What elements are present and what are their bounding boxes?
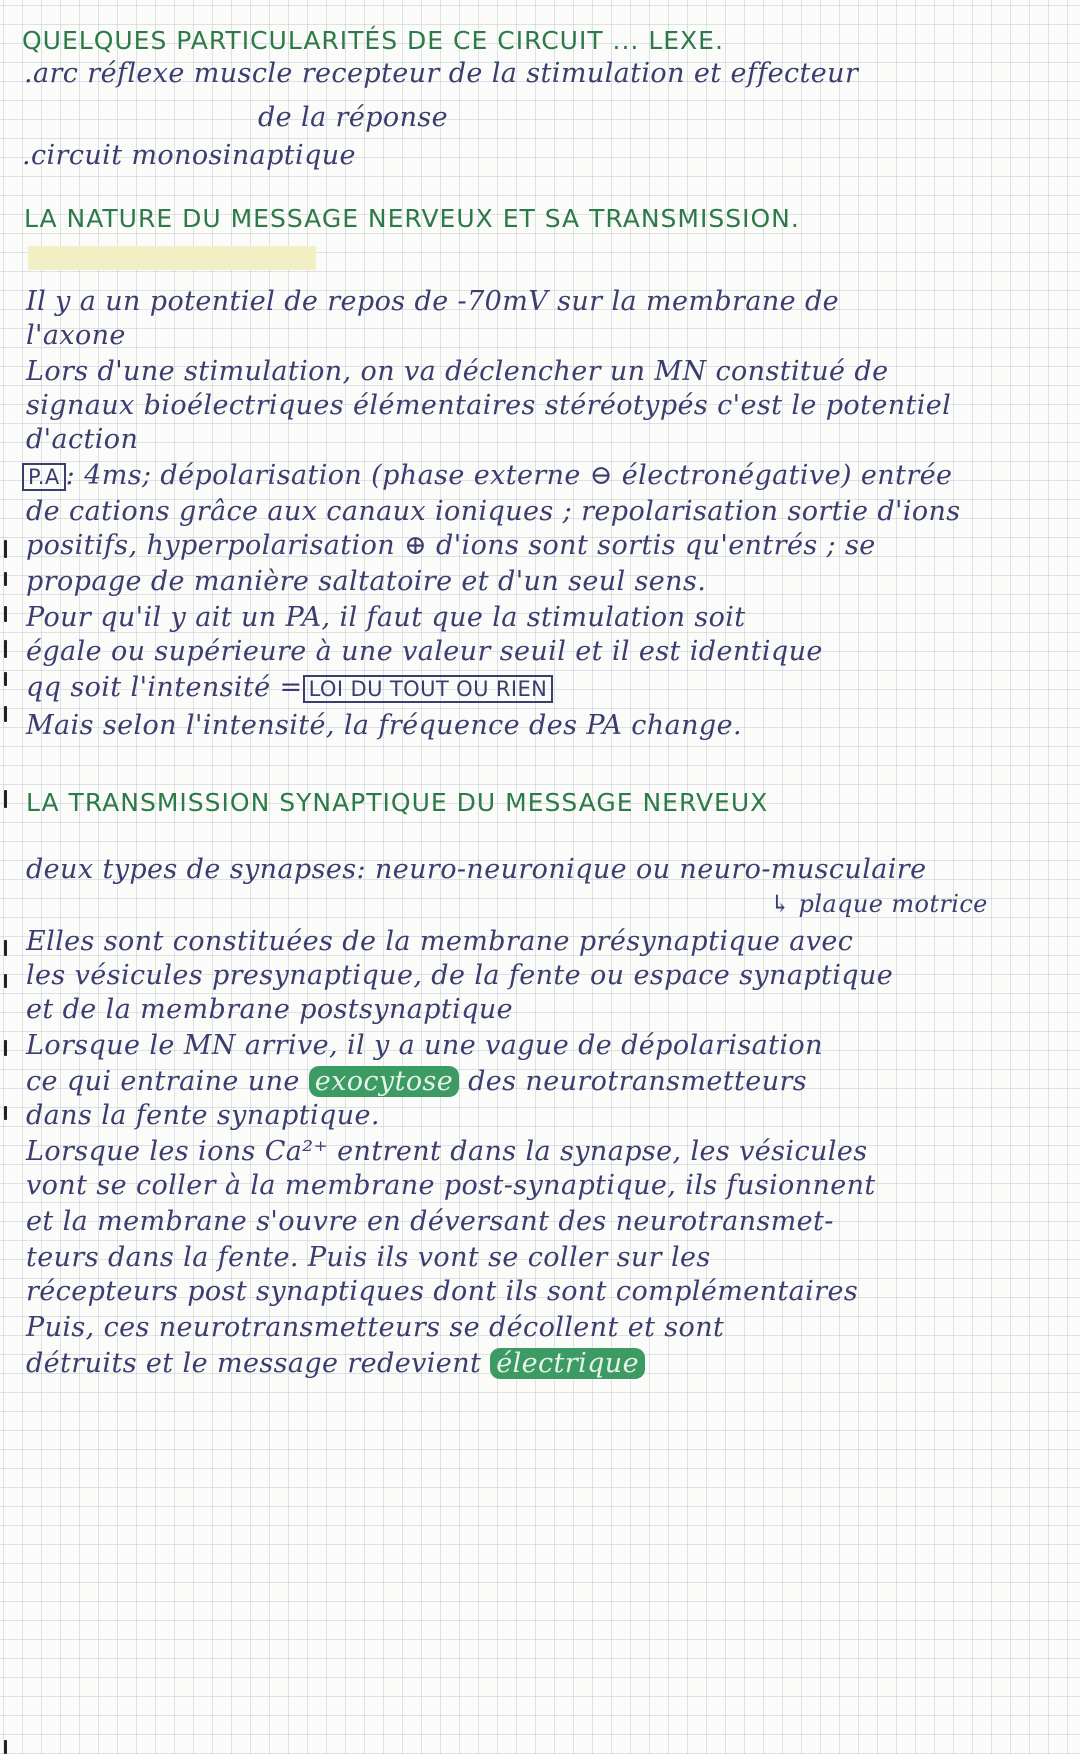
section1-title: QUELQUES PARTICULARITÉS DE CE CIRCUIT ... LEXE.: [22, 26, 724, 55]
section2-pa-line: [22, 462, 952, 489]
section2-line: Mais selon l'intensité, la fréquence des PA change.: [26, 710, 742, 741]
section2-line: qq soit l'intensité =: [26, 672, 303, 703]
section1-line: .circuit monosinaptique: [22, 140, 356, 171]
section3-line: ce qui entraine une: [26, 1066, 300, 1097]
section3-line: Elles sont constituées de la membrane présynaptique avec: [26, 926, 854, 957]
yellow-highlight: [28, 246, 316, 270]
section2-line: positifs, hyperpolarisation ⊕ d'ions sont sortis qu'entrés ; se: [26, 530, 876, 561]
section3-line: vont se coller à la membrane post-synaptique, ils fusionnent: [26, 1170, 876, 1201]
section3-line: récepteurs post synaptiques dont ils sont complémentaires: [26, 1276, 859, 1307]
section3-line: teurs dans la fente. Puis ils vont se coller sur les: [26, 1242, 711, 1273]
section3-line: Lorsque le MN arrive, il y a une vague de dépolarisation: [26, 1030, 823, 1061]
section2-line: Il y a un potentiel de repos de -70mV sur la membrane de: [26, 286, 840, 317]
section3-line: les vésicules presynaptique, de la fente ou espace synaptique: [26, 960, 894, 991]
section2-line: signaux bioélectriques élémentaires stéréotypés c'est le potentiel: [26, 390, 952, 421]
section3-line: des neurotransmetteurs: [468, 1066, 808, 1097]
section3-line: Lorsque les ions Ca²⁺ entrent dans la synapse, les vésicules: [26, 1136, 868, 1167]
exocytose-highlight: exocytose: [309, 1066, 459, 1097]
section3-line: et de la membrane postsynaptique: [26, 994, 514, 1025]
section1-line: .arc réflexe muscle recepteur de la stimulation et effecteur: [24, 58, 859, 89]
section3-line: Puis, ces neurotransmetteurs se décollent et sont: [26, 1312, 725, 1343]
section2-line: de cations grâce aux canaux ioniques ; repolarisation sortie d'ions: [26, 496, 961, 527]
section2-line: l'axone: [26, 320, 126, 351]
law-box: LOI DU TOUT OU RIEN: [303, 675, 554, 703]
section3-title: LA TRANSMISSION SYNAPTIQUE DU MESSAGE NERVEUX: [26, 788, 769, 817]
section2-line: propage de manière saltatoire et d'un seul sens.: [26, 566, 707, 597]
section1-line: de la réponse: [258, 102, 449, 133]
pa-label-box: P.A: [22, 463, 66, 491]
section2-line: d'action: [26, 424, 139, 455]
section2-law-line: [26, 674, 553, 701]
section3-line: et la membrane s'ouvre en déversant des neurotransmet-: [26, 1206, 834, 1237]
section2-line: égale ou supérieure à une valeur seuil et il est identique: [26, 636, 823, 667]
section3-line: ↳ plaque motrice: [770, 890, 988, 918]
section2-line: Lors d'une stimulation, on va déclencher un MN constitué de: [26, 356, 889, 387]
binder-marks: [0, 0, 14, 1527]
section2-line: : 4ms; dépolarisation (phase externe ⊖ électronégative) entrée: [65, 460, 953, 491]
electrique-highlight: électrique: [490, 1348, 645, 1379]
section3-exocytose-line: [26, 1068, 807, 1095]
section2-title: LA NATURE DU MESSAGE NERVEUX ET SA TRANSMISSION.: [24, 204, 800, 233]
section3-line: deux types de synapses: neuro-neuronique ou neuro-musculaire: [26, 854, 927, 885]
section3-line: dans la fente synaptique.: [26, 1100, 380, 1131]
section3-line: détruits et le message redevient: [26, 1348, 482, 1379]
section3-electrique-line: [26, 1350, 645, 1377]
section2-line: Pour qu'il y ait un PA, il faut que la stimulation soit: [26, 602, 746, 633]
